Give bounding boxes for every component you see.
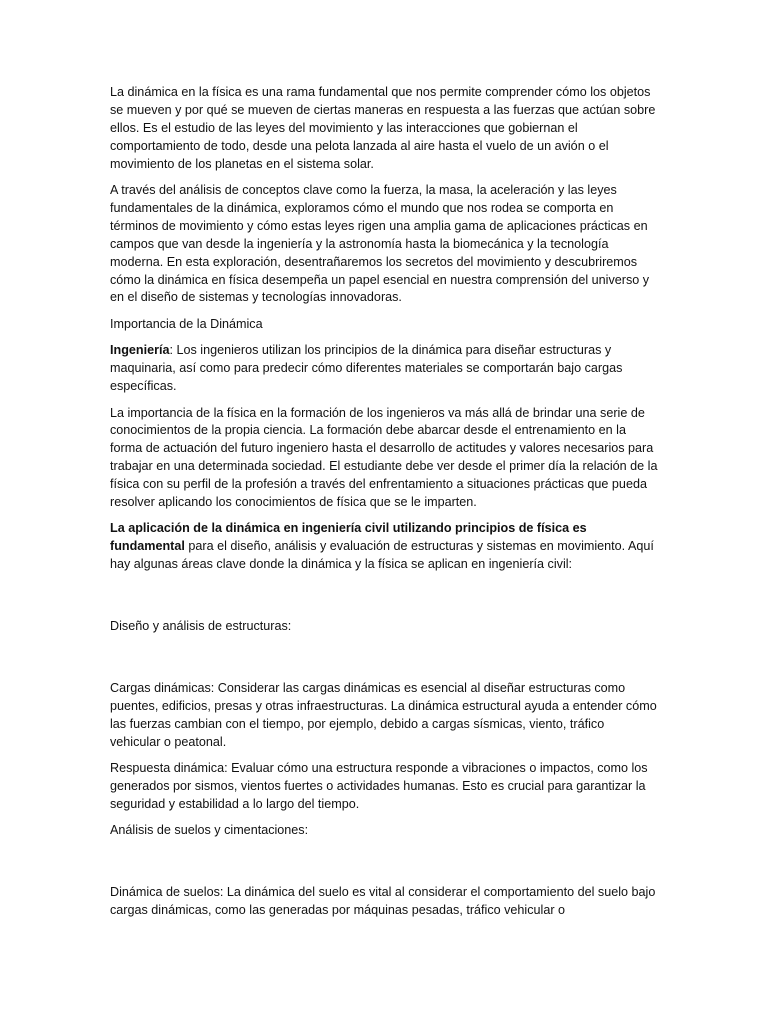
section-heading-importancia: [110, 316, 658, 334]
concepts-paragraph: [110, 182, 658, 307]
document-page: [110, 84, 658, 920]
section-heading-suelos: [110, 822, 658, 840]
section-heading-diseno: [110, 618, 658, 636]
paragraph-text: La importancia de la física en la formación de los ingenieros va más allá de brindar una serie de conocimientos de la propia ciencia. La formación debe abarcar desde el entrenamiento en la forma de actuación del futuro ingeniero hasta el desarrollo de actitudes y valores necesarios para trabajar en una determinada sociedad. El estudiante debe ver desde el primer día la relación de la física con su perfil de la profesión a través del enfrentamiento a situaciones prácticas que pueda resolver aplicando los conocimientos de física que se le imparten.: [110, 405, 658, 510]
paragraph-text: La dinámica en la física es una rama fundamental que nos permite comprender cómo los objetos se mueven y por qué se mueven de ciertas maneras en respuesta a las fuerzas que actúan sobre ellos. Es el estudio de las leyes del movimiento y las interacciones que gobiernan el comportamiento de todo, desde una pelota lanzada al aire hasta el vuelo de un avión o el movimiento de los planetas en el sistema solar.: [110, 85, 656, 171]
cargas-paragraph: [110, 680, 658, 752]
heading-text: Diseño y análisis de estructuras:: [110, 619, 292, 634]
heading-text: Análisis de suelos y cimentaciones:: [110, 823, 309, 838]
respuesta-paragraph: [110, 760, 658, 814]
dinamica-suelos-paragraph: [110, 884, 658, 920]
formacion-paragraph: [110, 405, 658, 512]
bold-term: Ingeniería: [110, 343, 170, 358]
paragraph-text: : Los ingenieros utilizan los principios de la dinámica para diseñar estructuras y maquinaria, así como para predecir cómo diferentes materiales se comportarán bajo cargas específicas.: [110, 343, 623, 394]
ingenieria-paragraph: [110, 342, 658, 396]
paragraph-text: Dinámica de suelos: La dinámica del suelo es vital al considerar el comportamiento del suelo bajo cargas dinámicas, como las generadas por máquinas pesadas, tráfico vehicular o: [110, 885, 656, 918]
intro-paragraph: [110, 84, 658, 174]
paragraph-text: Cargas dinámicas: Considerar las cargas dinámicas es esencial al diseñar estructuras como puentes, edificios, presas y otras infraestructuras. La dinámica estructural ayuda a entender cómo las fuerzas cambian con el tiempo, por ejemplo, debido a cargas sísmicas, viento, tráfico vehicular o peatonal.: [110, 681, 657, 749]
bold-lead: La aplicación de la dinámica en ingeniería civil utilizando principios de física es fundamental: [110, 521, 587, 554]
paragraph-text: A través del análisis de conceptos clave como la fuerza, la masa, la aceleración y las leyes fundamentales de la dinámica, exploramos cómo el mundo que nos rodea se comporta en términos de movimiento y cómo estas leyes rigen una amplia gama de aplicaciones prácticas en campos que van desde la ingeniería y la astronomía hasta la biomecánica y la tecnología moderna. En esta exploración, desentrañaremos los secretos del movimiento y descubriremos cómo la dinámica en física desempeña un papel esencial en nuestra comprensión del universo y en el diseño de sistemas y tecnologías innovadoras.: [110, 183, 650, 305]
paragraph-text: para el diseño, análisis y evaluación de estructuras y sistemas en movimiento. Aquí hay algunas áreas clave donde la dinámica y la física se aplican en ingeniería civil:: [110, 539, 654, 572]
paragraph-text: Respuesta dinámica: Evaluar cómo una estructura responde a vibraciones o impactos, como los generados por sismos, vientos fuertes o actividades humanas. Esto es crucial para garantizar la seguridad y estabilidad a lo largo del tiempo.: [110, 761, 648, 811]
heading-text: Importancia de la Dinámica: [110, 316, 263, 331]
aplicacion-paragraph: [110, 520, 658, 574]
